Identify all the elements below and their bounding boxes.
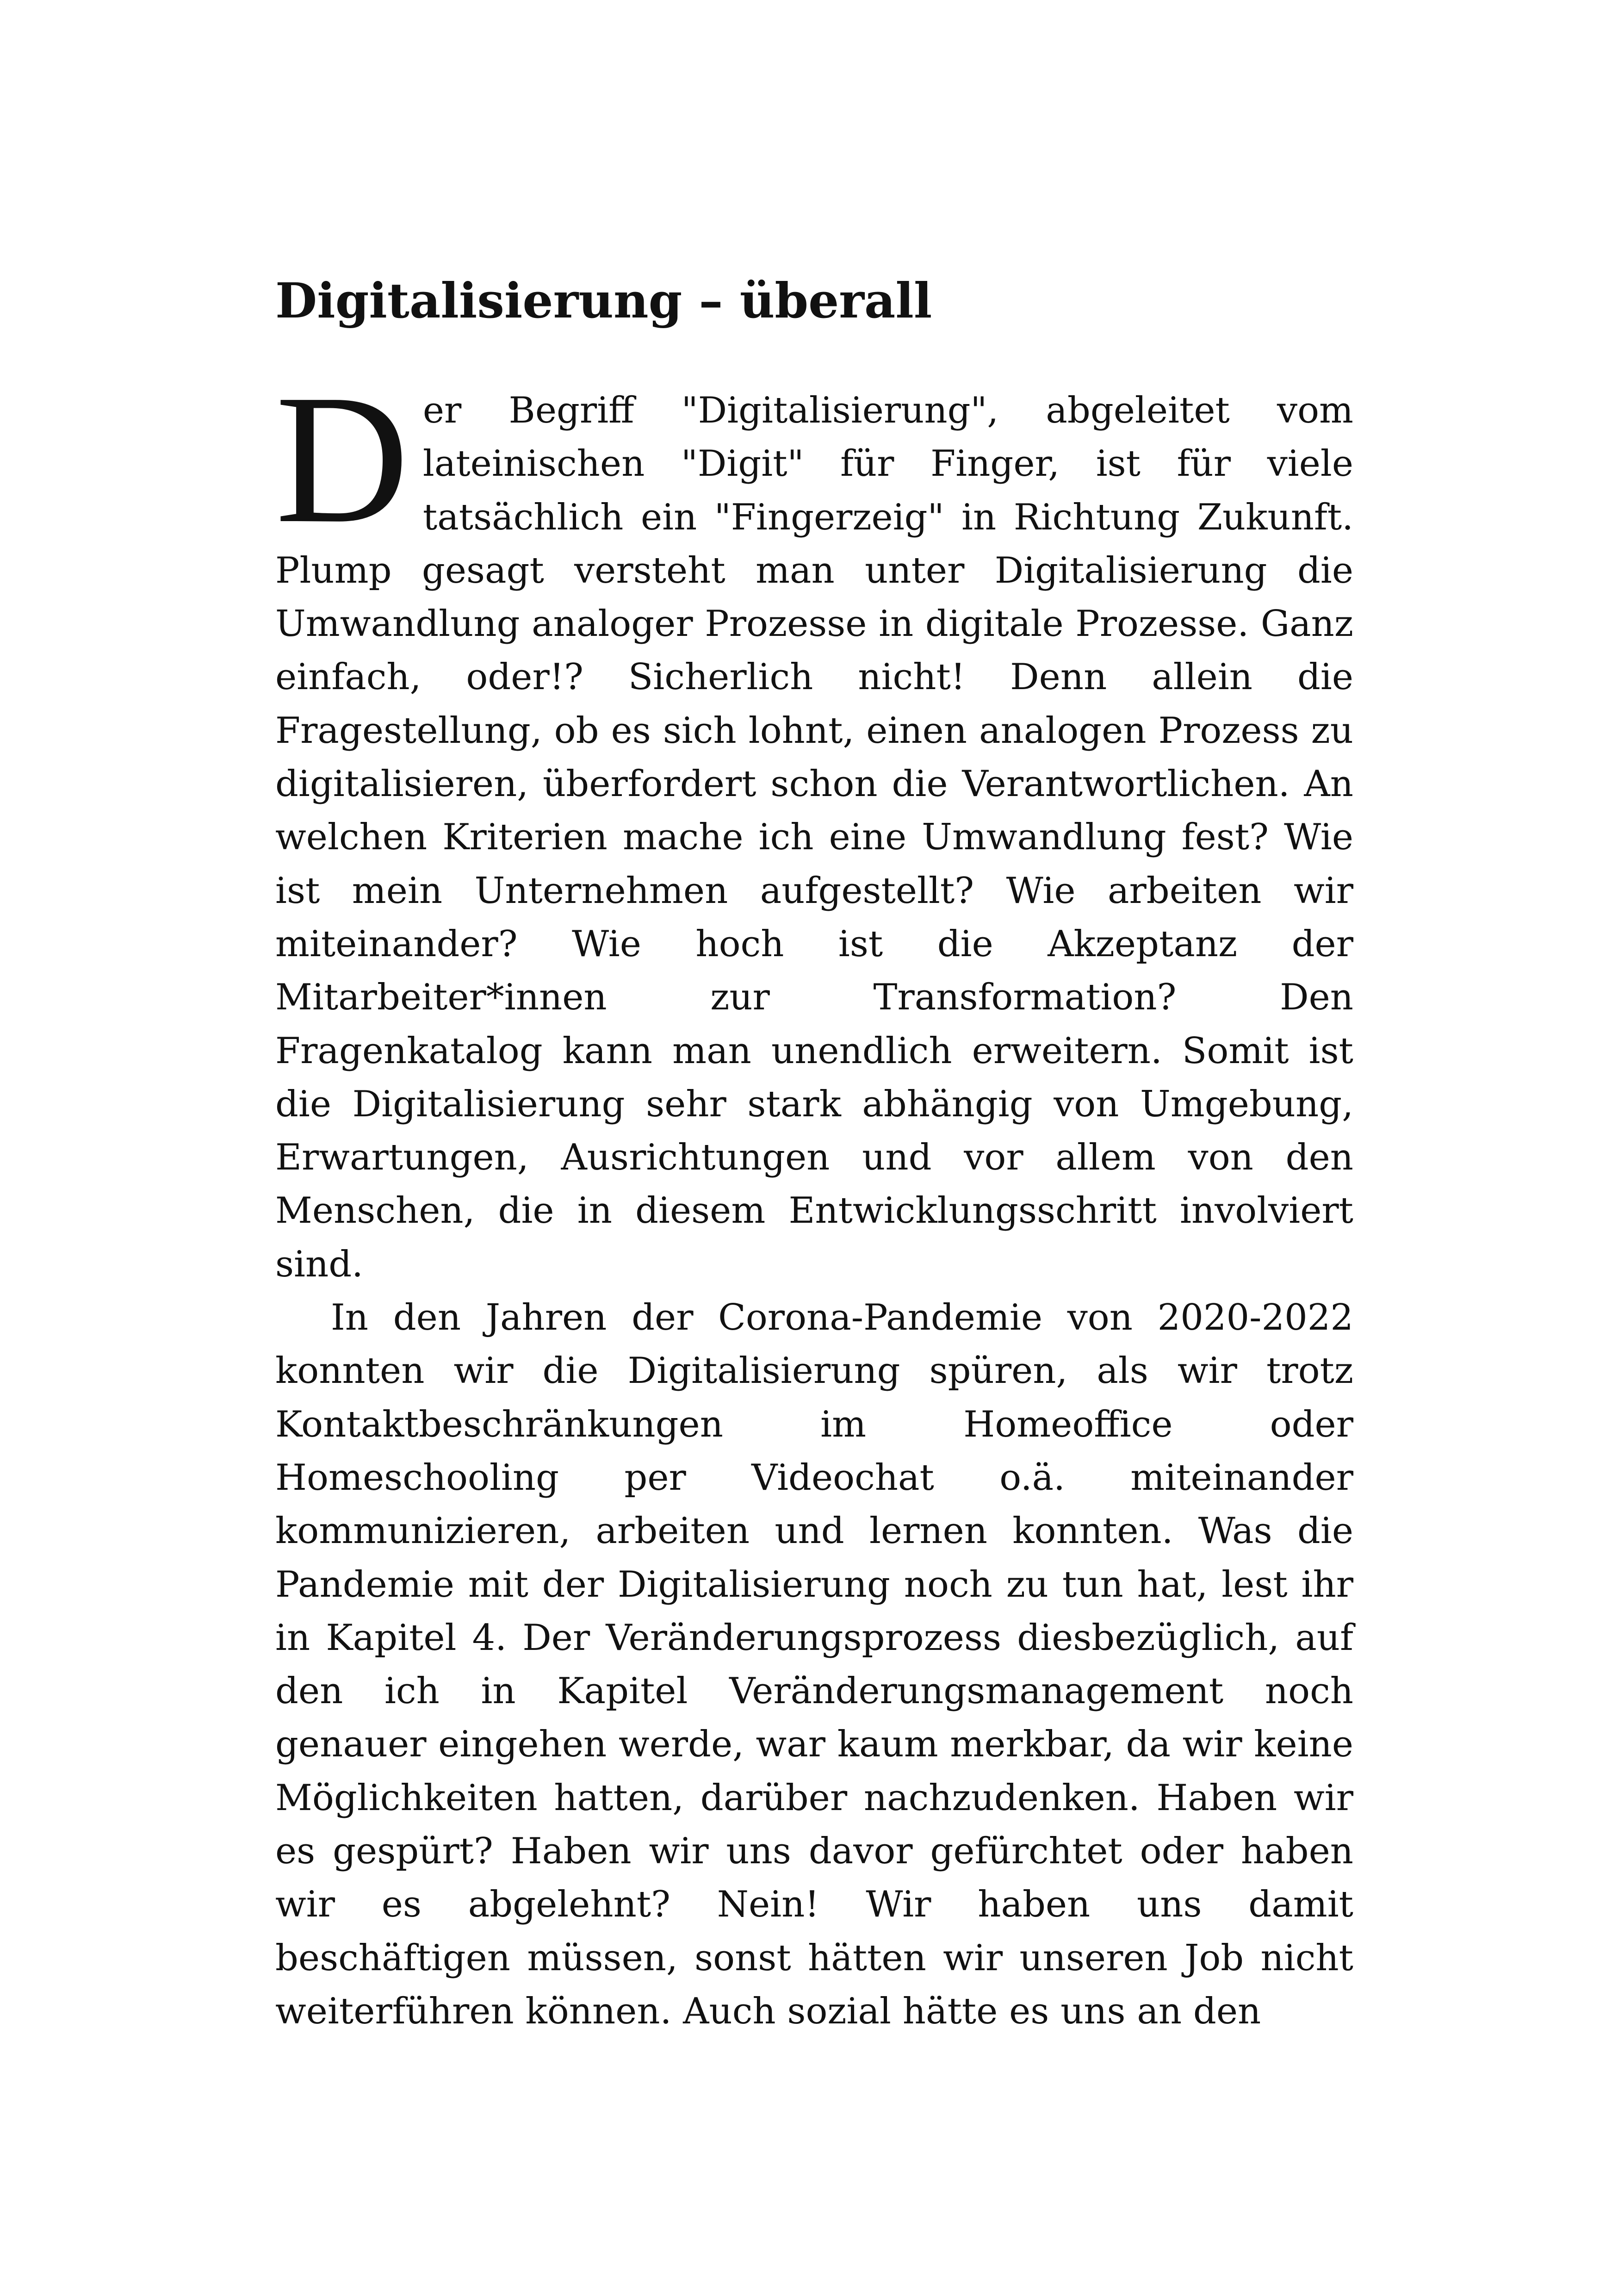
paragraph-2: In den Jahren der Corona-Pandemie von 2020-2022 konnten wir die Digitalisierung spüren, als wir trotz Kontaktbeschränkungen im Homeoffice oder Homeschooling per Videochat o.ä. miteinander kommunizieren, arbeiten und lernen konnten. Was die Pandemie mit der Digitalisierung noch zu tun hat, lest ihr in Kapitel 4. Der Veränderungsprozess diesbezüglich, auf den ich in Kapitel Veränderungsmanagement noch genauer eingehen werde, war kaum merkbar, da wir keine Möglichkeiten hatten, darüber nachzudenken. Haben wir es gespürt? Haben wir uns davor gefürchtet oder haben wir es abgelehnt? Nein! Wir haben uns damit beschäftigen müssen, sonst hätten wir unseren Job nicht weiterführen können. Auch sozial hätte es uns an den — [275, 1297, 1353, 2032]
paragraph-1-text: er Begriff "Digitalisierung", abgeleitet vom lateinischen "Digit" für Finger, ist für viele tatsächlich ein "Fingerzeig" in Richtung Zukunft. Plump gesagt versteht man unter Digitalisierung die Umwandlung analoger Prozesse in digitale Prozesse. Ganz einfach, oder!? Sicherlich nicht! Denn allein die Fragestellung, ob es sich lohnt, einen analogen Prozess zu digitalisieren, überfordert schon die Verantwortlichen. An welchen Kriterien mache ich eine Umwandlung fest? Wie ist mein Unternehmen aufgestellt? Wie arbeiten wir miteinander? Wie hoch ist die Akzeptanz der Mitarbeiter*innen zur Transformation? Den Fragenkatalog kann man unendlich erweitern. Somit ist die Digitalisierung sehr stark abhängig von Umgebung, Erwartungen, Ausrichtungen und vor allem von den Menschen, die in diesem Entwicklungsschritt involviert sind. — [275, 390, 1353, 1285]
page-title: Digitalisierung – überall — [275, 272, 932, 329]
drop-cap: D — [275, 356, 409, 561]
body-text — [275, 356, 1353, 2038]
paragraph-1 — [275, 356, 1353, 1291]
page-content — [275, 268, 1353, 2038]
